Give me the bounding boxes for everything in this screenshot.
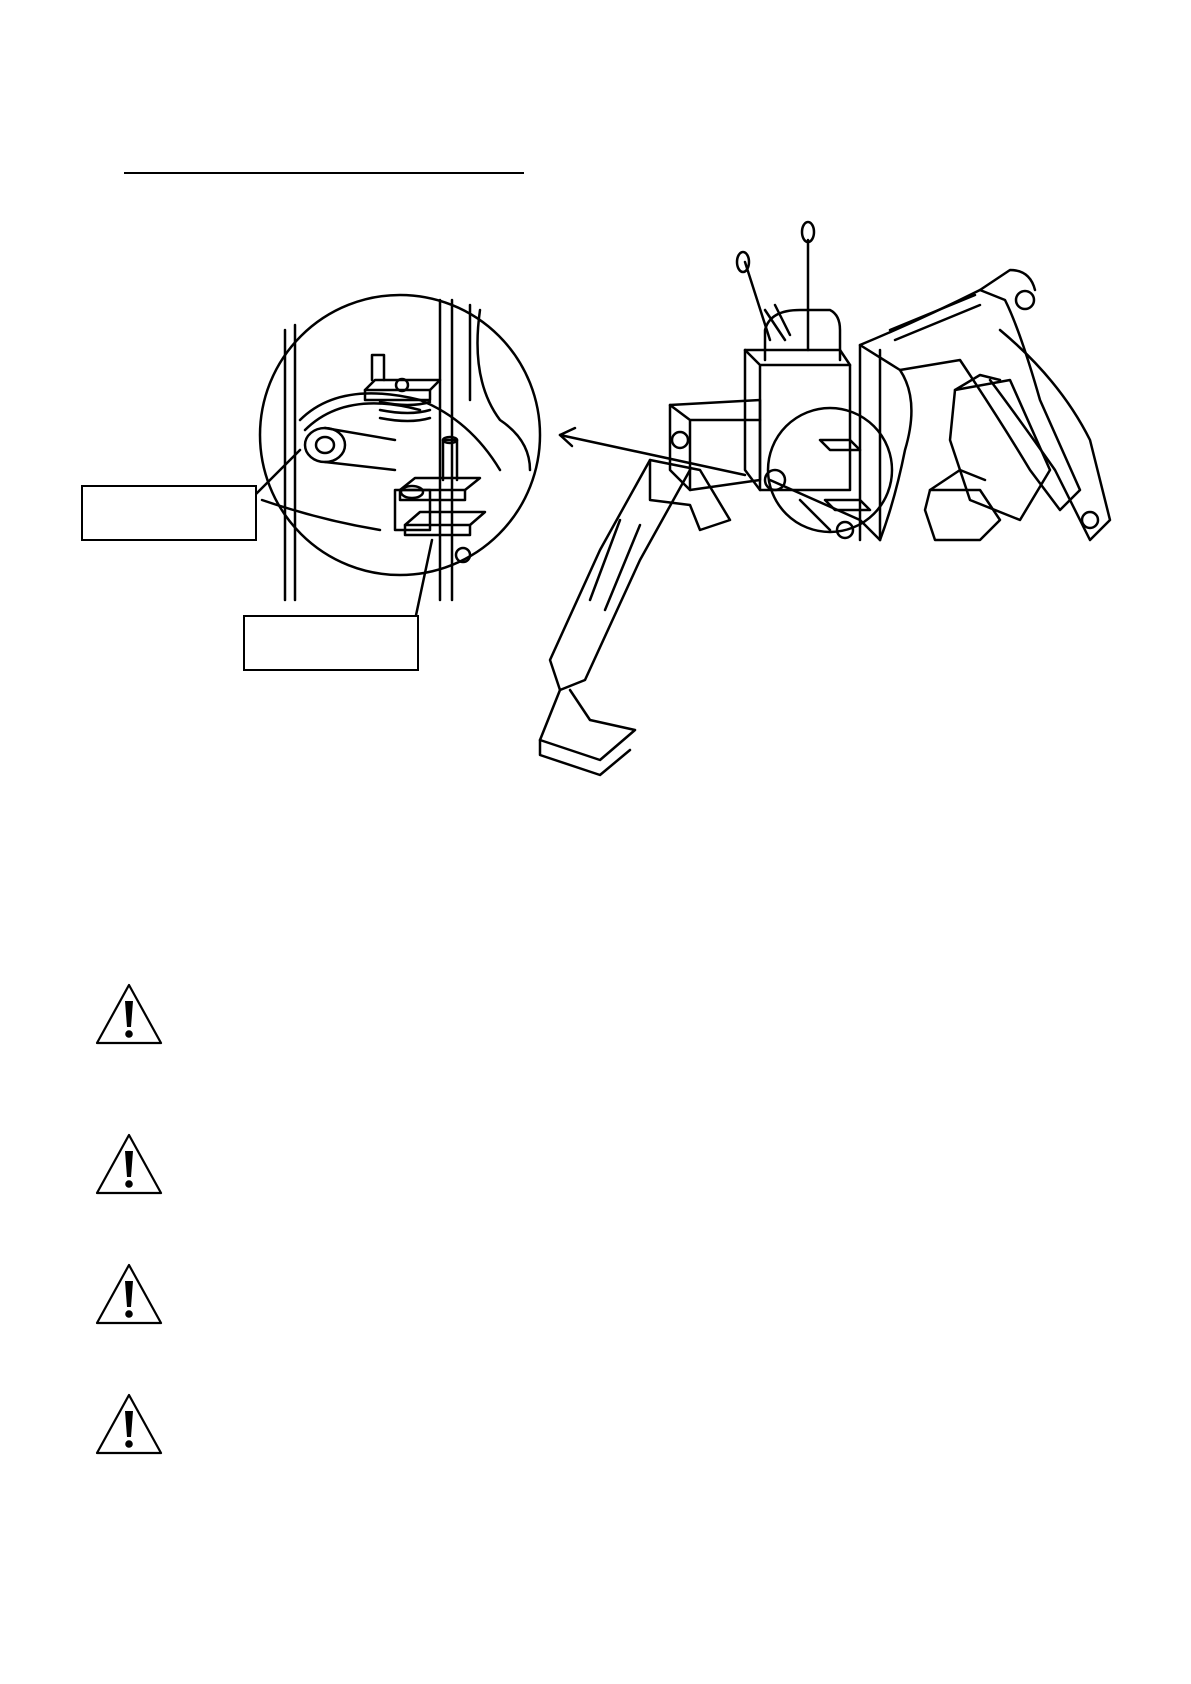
warning-triangle-icon xyxy=(94,1132,164,1196)
callout-box-lower xyxy=(243,615,419,671)
callout-lower-leader xyxy=(415,540,432,620)
callout-box-upper xyxy=(81,485,257,541)
backhoe-main-drawing xyxy=(540,222,1110,775)
backhoe-illustration xyxy=(0,0,1191,800)
warning-triangle-icon xyxy=(94,982,164,1046)
warning-triangle-icon xyxy=(94,1262,164,1326)
detail-magnifier-view xyxy=(260,295,540,600)
arrow-to-detail xyxy=(560,428,745,475)
warning-triangle-icon xyxy=(94,1392,164,1456)
